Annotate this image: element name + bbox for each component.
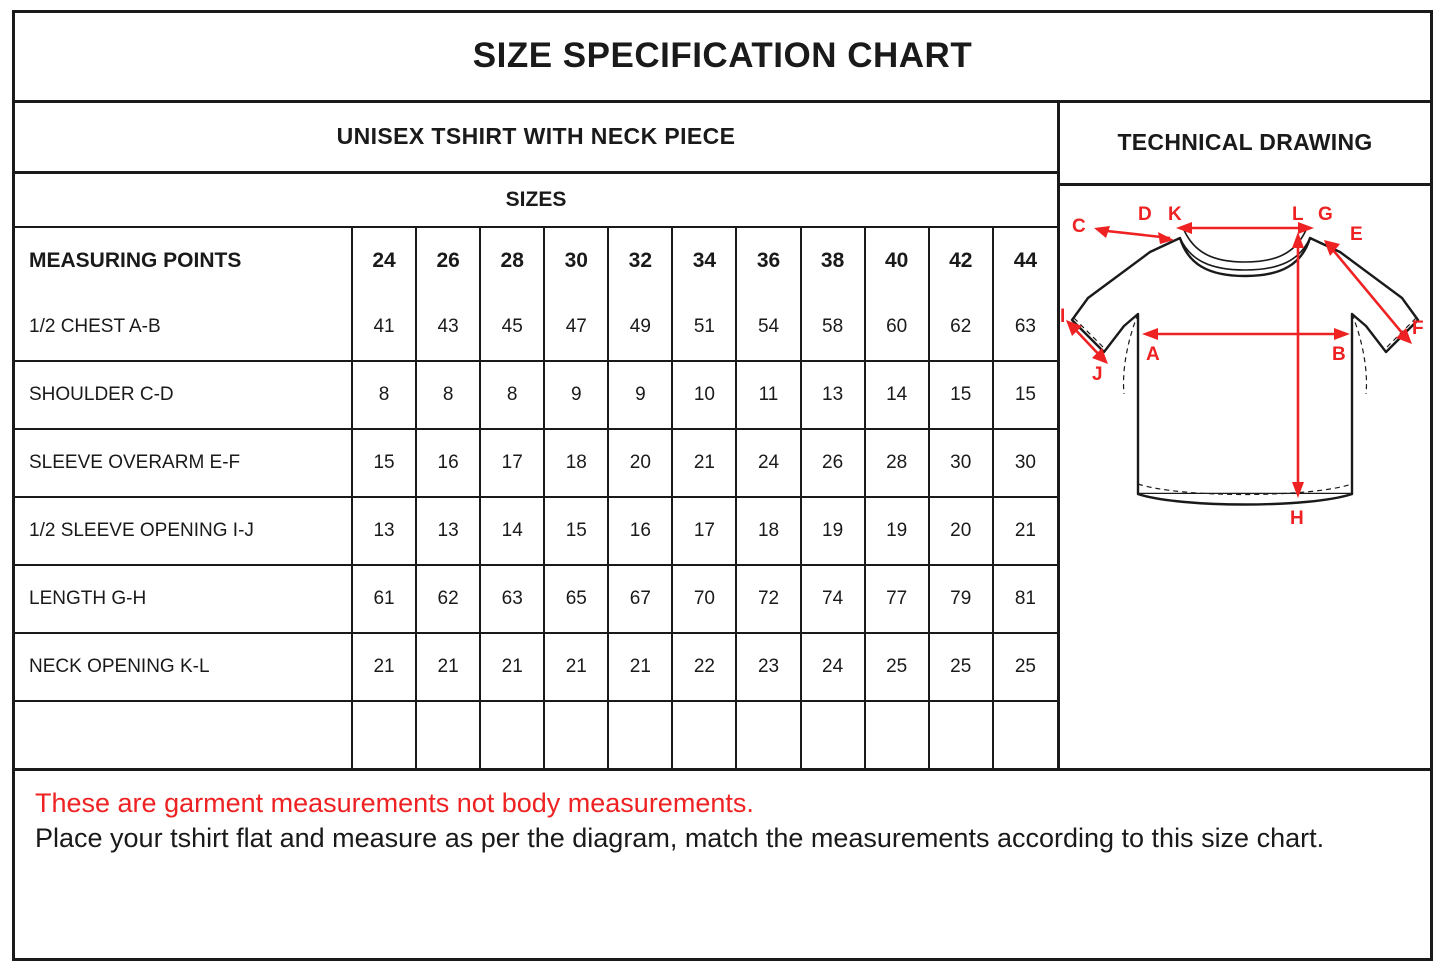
chart-frame [12, 10, 1433, 961]
size-header-40: 40 [865, 228, 929, 294]
chart-body [15, 103, 1430, 771]
cell-shoulder-34: 10 [672, 361, 736, 429]
diagram-label-D: D [1138, 203, 1152, 225]
cell-shoulder-32: 9 [608, 361, 672, 429]
notes-section [15, 771, 1430, 958]
size-header-32: 32 [608, 228, 672, 294]
cell-sleeve-opening-24: 13 [352, 497, 416, 565]
cell-empty-30 [544, 701, 608, 768]
cell-length-36: 72 [736, 565, 800, 633]
row-label-length: LENGTH G-H [15, 565, 352, 633]
tshirt-technical-drawing-icon [1060, 194, 1430, 574]
table-row [15, 294, 1057, 361]
cell-chest-42: 62 [929, 294, 993, 361]
size-header-28: 28 [480, 228, 544, 294]
cell-sleeve-overarm-26: 16 [416, 429, 480, 497]
cell-length-44: 81 [993, 565, 1057, 633]
cell-empty-40 [865, 701, 929, 768]
cell-chest-24: 41 [352, 294, 416, 361]
cell-length-32: 67 [608, 565, 672, 633]
cell-shoulder-40: 14 [865, 361, 929, 429]
cell-empty-44 [993, 701, 1057, 768]
table-body [15, 294, 1057, 768]
cell-chest-44: 63 [993, 294, 1057, 361]
cell-length-38: 74 [801, 565, 865, 633]
measuring-points-header: MEASURING POINTS [15, 228, 352, 294]
cell-neck-opening-40: 25 [865, 633, 929, 701]
cell-neck-opening-38: 24 [801, 633, 865, 701]
cell-length-34: 70 [672, 565, 736, 633]
cell-length-42: 79 [929, 565, 993, 633]
sizes-band [15, 174, 1057, 228]
size-header-34: 34 [672, 228, 736, 294]
cell-sleeve-opening-32: 16 [608, 497, 672, 565]
note-garment-measurements: These are garment measurements not body measurements. [35, 787, 754, 818]
diagram-label-K: K [1168, 203, 1182, 225]
cell-length-40: 77 [865, 565, 929, 633]
table-row [15, 361, 1057, 429]
size-header-42: 42 [929, 228, 993, 294]
row-label-chest: 1/2 CHEST A-B [15, 294, 352, 361]
cell-sleeve-overarm-34: 21 [672, 429, 736, 497]
cell-chest-40: 60 [865, 294, 929, 361]
spec-table-section [15, 103, 1060, 768]
cell-sleeve-overarm-32: 20 [608, 429, 672, 497]
table-row [15, 429, 1057, 497]
table-row [15, 497, 1057, 565]
cell-empty-24 [352, 701, 416, 768]
cell-sleeve-opening-30: 15 [544, 497, 608, 565]
row-label-sleeve-overarm: SLEEVE OVERARM E-F [15, 429, 352, 497]
cell-sleeve-overarm-38: 26 [801, 429, 865, 497]
cell-empty-38 [801, 701, 865, 768]
cell-empty-32 [608, 701, 672, 768]
cell-shoulder-28: 8 [480, 361, 544, 429]
cell-sleeve-opening-44: 21 [993, 497, 1057, 565]
diagram-label-L: L [1292, 203, 1304, 225]
cell-sleeve-opening-42: 20 [929, 497, 993, 565]
cell-sleeve-overarm-30: 18 [544, 429, 608, 497]
cell-neck-opening-42: 25 [929, 633, 993, 701]
measurements-table [15, 228, 1057, 768]
table-row [15, 701, 1057, 768]
cell-length-24: 61 [352, 565, 416, 633]
cell-neck-opening-36: 23 [736, 633, 800, 701]
cell-sleeve-overarm-40: 28 [865, 429, 929, 497]
size-header-26: 26 [416, 228, 480, 294]
document-title-row [15, 13, 1430, 103]
page-title: SIZE SPECIFICATION CHART [472, 36, 973, 76]
diagram-label-J: J [1092, 363, 1103, 385]
cell-sleeve-overarm-24: 15 [352, 429, 416, 497]
diagram-label-G: G [1318, 203, 1333, 225]
cell-chest-30: 47 [544, 294, 608, 361]
cell-neck-opening-30: 21 [544, 633, 608, 701]
size-header-24: 24 [352, 228, 416, 294]
table-head [15, 228, 1057, 294]
cell-shoulder-44: 15 [993, 361, 1057, 429]
diagram-label-F: F [1412, 317, 1424, 339]
cell-shoulder-24: 8 [352, 361, 416, 429]
technical-drawing-header: TECHNICAL DRAWING [1060, 103, 1430, 186]
cell-length-30: 65 [544, 565, 608, 633]
note-measuring-instructions: Place your tshirt flat and measure as per the diagram, match the measurements according to this size chart. [35, 822, 1325, 853]
cell-neck-opening-32: 21 [608, 633, 672, 701]
cell-empty-26 [416, 701, 480, 768]
cell-chest-36: 54 [736, 294, 800, 361]
cell-length-28: 63 [480, 565, 544, 633]
diagram-label-I: I [1060, 305, 1066, 327]
cell-shoulder-42: 15 [929, 361, 993, 429]
cell-neck-opening-44: 25 [993, 633, 1057, 701]
cell-sleeve-overarm-28: 17 [480, 429, 544, 497]
cell-shoulder-36: 11 [736, 361, 800, 429]
cell-chest-32: 49 [608, 294, 672, 361]
row-label-sleeve-opening: 1/2 SLEEVE OPENING I-J [15, 497, 352, 565]
table-header-row [15, 228, 1057, 294]
diagram-label-B: B [1332, 343, 1346, 365]
size-header-36: 36 [736, 228, 800, 294]
cell-empty-42 [929, 701, 993, 768]
table-row [15, 633, 1057, 701]
size-header-30: 30 [544, 228, 608, 294]
diagram-label-H: H [1290, 507, 1304, 529]
sizes-band-label: SIZES [505, 187, 567, 211]
cell-neck-opening-28: 21 [480, 633, 544, 701]
cell-empty-36 [736, 701, 800, 768]
cell-length-26: 62 [416, 565, 480, 633]
technical-drawing-section [1060, 103, 1430, 768]
size-header-38: 38 [801, 228, 865, 294]
cell-sleeve-overarm-44: 30 [993, 429, 1057, 497]
row-label-shoulder: SHOULDER C-D [15, 361, 352, 429]
cell-neck-opening-24: 21 [352, 633, 416, 701]
technical-drawing-body [1060, 186, 1430, 768]
cell-shoulder-26: 8 [416, 361, 480, 429]
cell-sleeve-overarm-36: 24 [736, 429, 800, 497]
cell-sleeve-opening-36: 18 [736, 497, 800, 565]
cell-chest-28: 45 [480, 294, 544, 361]
cell-sleeve-opening-38: 19 [801, 497, 865, 565]
product-subheader: UNISEX TSHIRT WITH NECK PIECE [15, 103, 1057, 174]
cell-chest-34: 51 [672, 294, 736, 361]
cell-sleeve-opening-28: 14 [480, 497, 544, 565]
diagram-label-A: A [1146, 343, 1160, 365]
cell-shoulder-30: 9 [544, 361, 608, 429]
cell-sleeve-opening-26: 13 [416, 497, 480, 565]
table-row [15, 565, 1057, 633]
diagram-label-C: C [1072, 215, 1086, 237]
diagram-label-E: E [1350, 223, 1363, 245]
cell-sleeve-opening-34: 17 [672, 497, 736, 565]
size-header-44: 44 [1013, 248, 1038, 272]
cell-empty-34 [672, 701, 736, 768]
row-label-neck-opening: NECK OPENING K-L [15, 633, 352, 701]
cell-neck-opening-26: 21 [416, 633, 480, 701]
cell-chest-26: 43 [416, 294, 480, 361]
cell-empty-28 [480, 701, 544, 768]
cell-chest-38: 58 [801, 294, 865, 361]
cell-shoulder-38: 13 [801, 361, 865, 429]
row-label-empty [15, 701, 352, 768]
cell-sleeve-overarm-42: 30 [929, 429, 993, 497]
cell-neck-opening-34: 22 [672, 633, 736, 701]
cell-sleeve-opening-40: 19 [865, 497, 929, 565]
